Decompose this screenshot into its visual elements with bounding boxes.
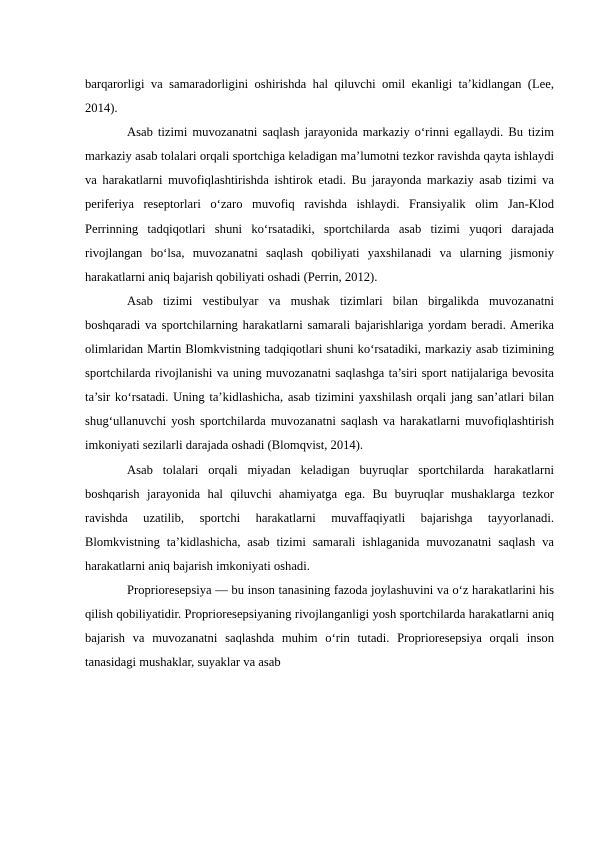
paragraph-vestibular-muscle-systems: Asab tizimi vestibulyar va mushak tizimlari bilan birgalikda muvozanatni boshqaradi va sportchilarning harakatlarni samarali bajarishlariga yordam beradi. Amerika olimlaridan Martin Blomkvistning tadqiqotlari shuni ko‘rsatadiki, markaziy asab tizimining sportchilarda rivojlanishi va uning muvozanatni saqlashga ta’siri sport natijalariga bevosita ta’sir ko‘rsatadi. Uning ta’kidlashicha, asab tizimini yaxshilash orqali jang san’atlari bilan shug‘ullanuvchi yosh sportchilarda muvozanatni saqlash va harakatlarni muvofiqlashtirish imkoniyati sezilarli darajada oshadi (Blomqvist, 2014). xyxy=(85,293,554,453)
paragraph-continuation: barqarorligi va samaradorligini oshirishda hal qiluvchi omil ekanligi ta’kidlangan (Lee, 2014). xyxy=(85,77,554,116)
document-body xyxy=(85,72,554,674)
paragraph-nerve-fiber-commands: Asab tolalari orqali miyadan keladigan buyruqlar sportchilarda harakatlarni boshqarish jarayonida hal qiluvchi ahamiyatga ega. Bu buyruqlar mushaklarga tezkor ravishda uzatilib, sportchi harakatlarni muvaffaqiyatli bajarishga tayyorlanadi. Blomkvistning ta’kidlashicha, asab tizimi samarali ishlaganida muvozanatni saqlash va harakatlarni aniq bajarish imkoniyati oshadi. xyxy=(85,462,554,573)
paragraph-proprioception: Proprioresepsiya — bu inson tanasining fazoda joylashuvini va o‘z harakatlarini his qilish qobiliyatidir. Proprioresepsiyaning rivojlanganligi yosh sportchilarda harakatlarni aniq bajarish va muvozanatni saqlashda muhim o‘rin tutadi. Proprioresepsiya orqali inson tanasidagi mushaklar, suyaklar va asab xyxy=(85,582,554,670)
paragraph-nervous-system-balance: Asab tizimi muvozanatni saqlash jarayonida markaziy o‘rinni egallaydi. Bu tizim markaziy asab tolalari orqali sportchiga keladigan ma’lumotni tezkor ravishda qayta ishlaydi va harakatlarni muvofiqlashtirishda ishtirok etadi. Bu jarayonda markaziy asab tizimi va periferiya reseptorlari o‘zaro muvofiq ravishda ishlaydi. Fransiyalik olim Jan-Klod Perrinning tadqiqotlari shuni ko‘rsatadiki, sportchilarda asab tizimi yuqori darajada rivojlangan bo‘lsa, muvozanatni saqlash qobiliyati yaxshilanadi va ularning jismoniy harakatlarni aniq bajarish qobiliyati oshadi (Perrin, 2012). xyxy=(85,125,554,284)
